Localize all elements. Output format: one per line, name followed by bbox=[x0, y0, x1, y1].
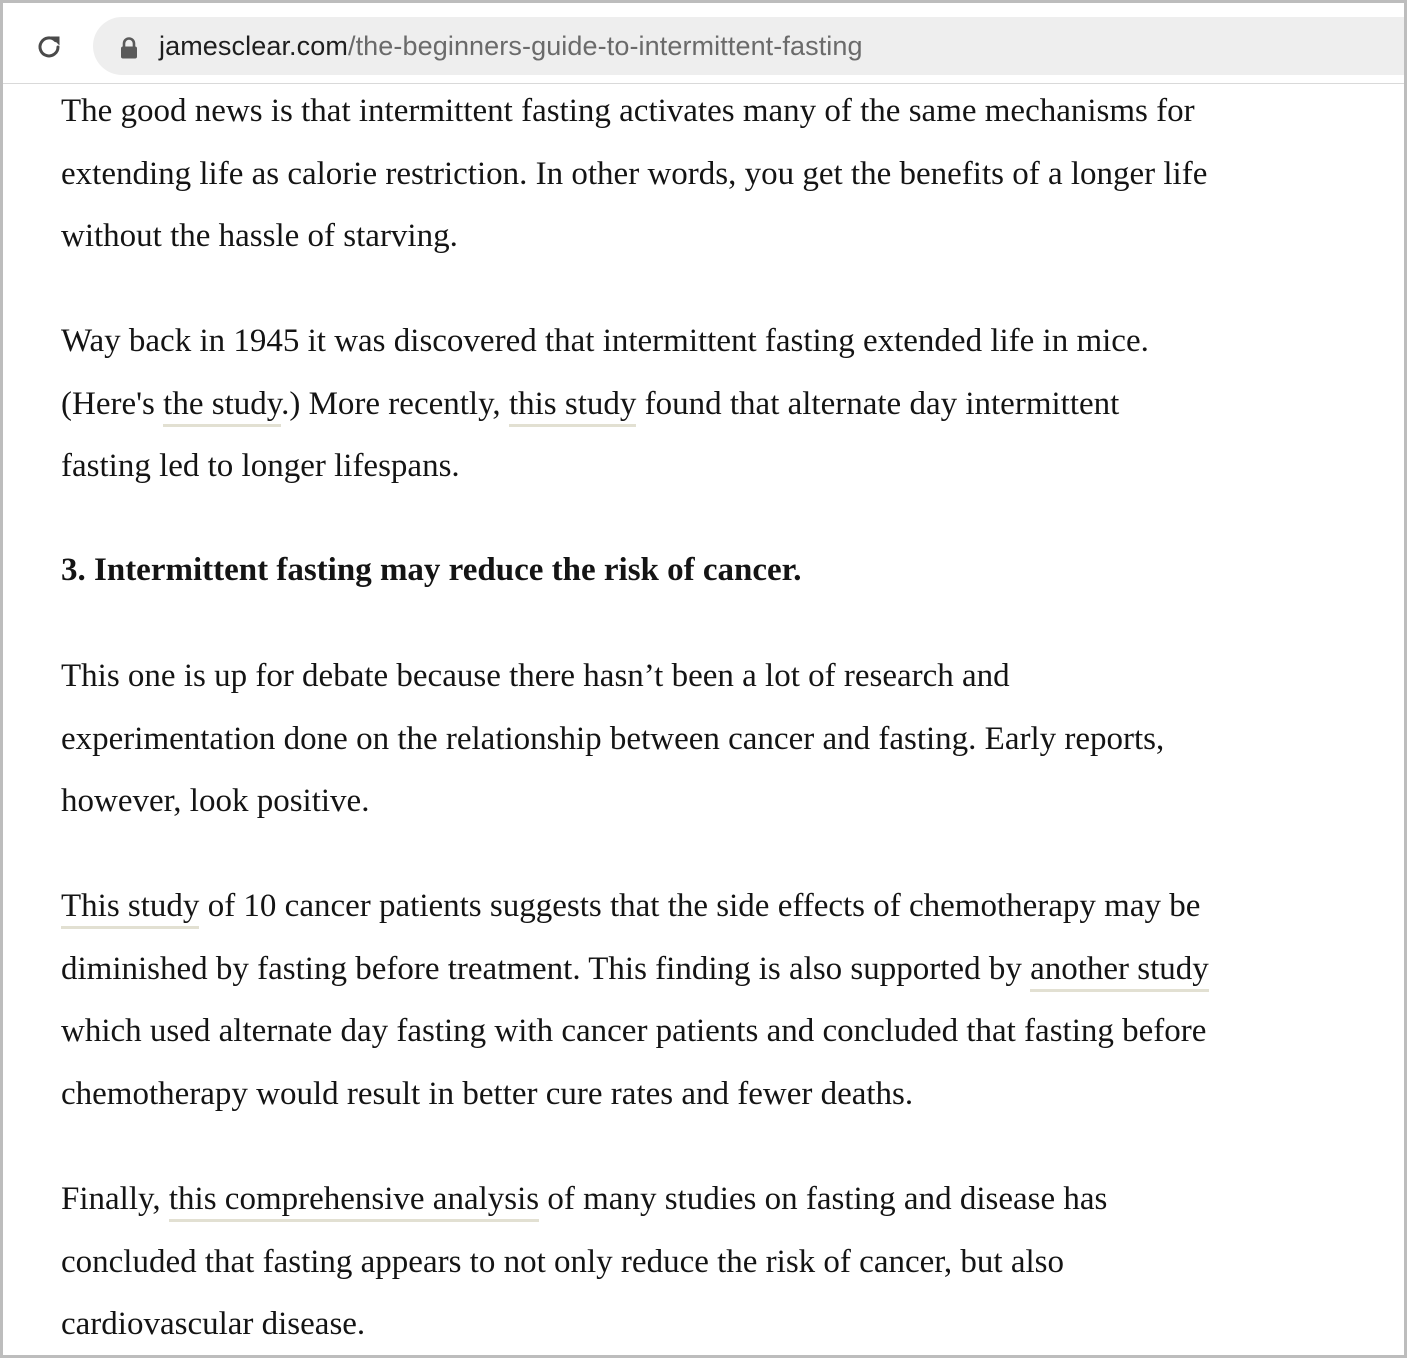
paragraph-1945-study bbox=[61, 310, 1381, 498]
text-line bbox=[61, 373, 1381, 436]
paragraph-good-news bbox=[61, 80, 1381, 268]
text-line: experimentation done on the relationship between cancer and fasting. Early reports, bbox=[61, 720, 1165, 757]
lock-icon bbox=[119, 37, 139, 59]
paragraph-debate bbox=[61, 645, 1381, 833]
text-line: This one is up for debate because there hasn’t been a lot of research and bbox=[61, 658, 1010, 694]
text-line: cardiovascular disease. bbox=[61, 1306, 366, 1342]
text-line: however, look positive. bbox=[61, 783, 370, 819]
reload-button[interactable] bbox=[29, 27, 69, 67]
text-fragment: Finally, bbox=[61, 1181, 169, 1217]
text-fragment: of many studies on fasting and disease has bbox=[539, 1181, 1108, 1217]
text-line: concluded that fasting appears to not only reduce the risk of cancer, but also bbox=[61, 1243, 1065, 1280]
text-line bbox=[61, 875, 1381, 938]
url-path: /the-beginners-guide-to-intermittent-fasting bbox=[347, 31, 863, 61]
comprehensive-analysis-link[interactable]: this comprehensive analysis bbox=[169, 1181, 539, 1222]
paragraph-chemotherapy bbox=[61, 875, 1381, 1125]
the-study-link[interactable]: the study bbox=[163, 386, 281, 427]
text-line: The good news is that intermittent fasting activates many of the same mechanisms for bbox=[61, 93, 1195, 129]
this-study-link[interactable]: this study bbox=[509, 386, 636, 427]
text-line: fasting led to longer lifespans. bbox=[61, 448, 460, 484]
text-fragment: found that alternate day intermittent bbox=[636, 385, 1120, 422]
text-line: Way back in 1945 it was discovered that intermittent fasting extended life in mice. bbox=[61, 323, 1149, 359]
text-fragment: of 10 cancer patients suggests that the side effects of chemotherapy may be bbox=[199, 888, 1201, 924]
section-heading-cancer: 3. Intermittent fasting may reduce the risk of cancer. bbox=[61, 552, 802, 588]
text-fragment: diminished by fasting before treatment. This finding is also supported by bbox=[61, 950, 1031, 987]
reload-icon bbox=[34, 32, 64, 62]
paragraph-comprehensive-analysis bbox=[61, 1168, 1381, 1356]
text-line bbox=[61, 938, 1381, 1001]
url-text[interactable] bbox=[159, 29, 863, 63]
this-study-cancer-link[interactable]: This study bbox=[61, 888, 199, 929]
text-line bbox=[61, 1168, 1381, 1231]
url-host: jamesclear.com bbox=[159, 31, 348, 61]
address-bar[interactable] bbox=[93, 17, 1407, 75]
text-fragment: (Here's bbox=[61, 385, 164, 422]
text-fragment: .) More recently, bbox=[281, 385, 509, 422]
another-study-link[interactable]: another study bbox=[1030, 951, 1209, 992]
text-line: extending life as calorie restriction. In other words, you get the benefits of a longer life bbox=[61, 155, 1208, 192]
text-line: which used alternate day fasting with cancer patients and concluded that fasting before bbox=[61, 1013, 1207, 1049]
browser-toolbar bbox=[3, 3, 1404, 84]
text-line: chemotherapy would result in better cure rates and fewer deaths. bbox=[61, 1075, 914, 1112]
text-line: without the hassle of starving. bbox=[61, 218, 458, 254]
